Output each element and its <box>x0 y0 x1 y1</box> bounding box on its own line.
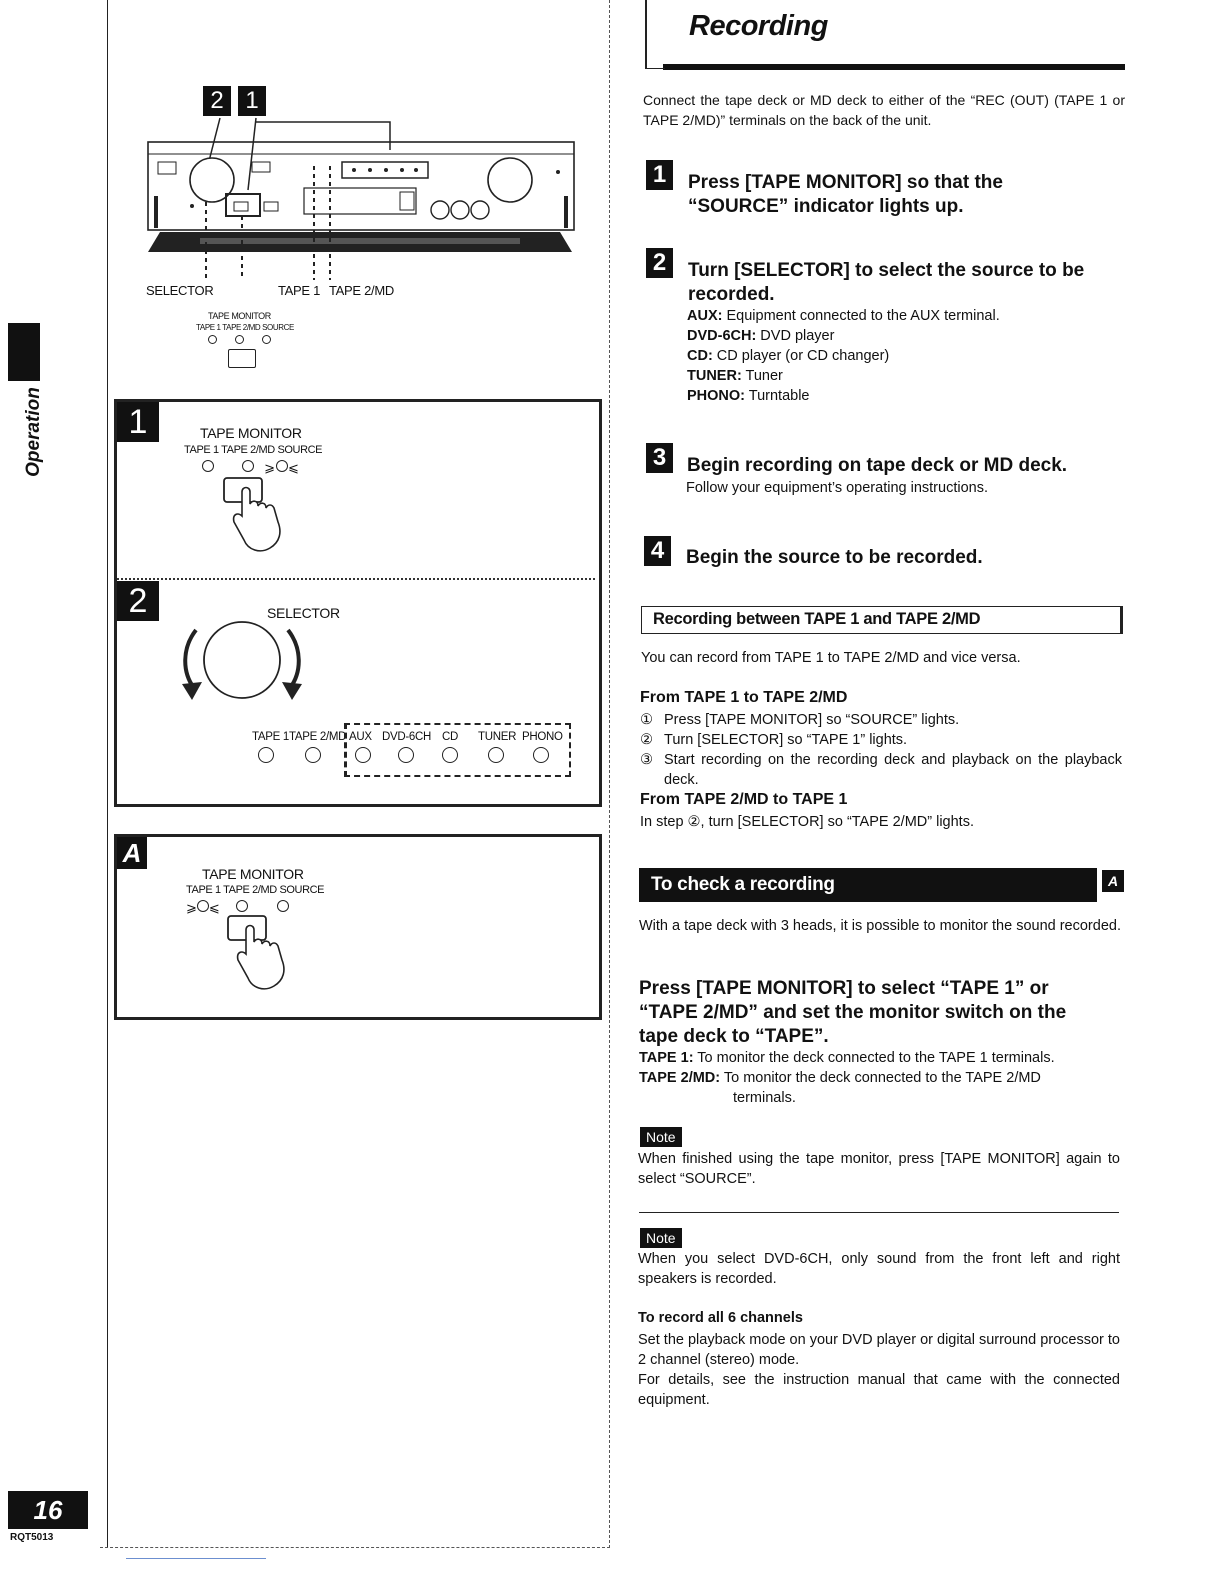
panel-a-indicators: ⩾ ⩽ <box>186 899 289 916</box>
label-tape2md: TAPE 2/MD <box>329 283 394 298</box>
tape-monitor-button-small <box>228 349 256 368</box>
from1-list <box>640 710 1122 790</box>
side-tab-label: Operation <box>23 387 44 477</box>
step-2-title-l2: recorded. <box>688 284 775 305</box>
bottom-rule <box>100 1547 610 1548</box>
panel-a-hand-press-icon <box>224 914 294 994</box>
def-tape2md-cont: terminals. <box>733 1090 796 1106</box>
receiver-front-panel-illustration <box>140 110 580 280</box>
panel-1-number: 1 <box>117 402 159 442</box>
side-tab-block <box>8 323 40 381</box>
panel-1-hand-press-icon <box>220 476 290 556</box>
note-2-subtitle: To record all 6 channels <box>638 1310 803 1326</box>
from2-body: In step ②, turn [SELECTOR] so “TAPE 2/MD” lights. <box>640 814 974 830</box>
check-badge: A <box>1102 870 1124 892</box>
indicator-label-cd: CD <box>442 731 459 743</box>
label-tape-monitor-sub-small: TAPE 1 TAPE 2/MD SOURCE <box>196 323 294 332</box>
section-header-left-bar <box>645 0 647 68</box>
def-tape2md: TAPE 2/MD: To monitor the deck connected to the TAPE 2/MD <box>639 1070 1041 1086</box>
def-cd: CD: CD player (or CD changer) <box>687 348 890 364</box>
check-definitions <box>639 1048 1121 1108</box>
def-aux: AUX: Equipment connected to the AUX terminal. <box>687 308 1000 324</box>
note-2-subtext-2: For details, see the instruction manual that came with the connected equipment. <box>638 1372 1120 1408</box>
panel-a-sub: TAPE 1 TAPE 2/MD SOURCE <box>186 884 325 896</box>
from1-item-1: ① Press [TAPE MONITOR] so “SOURCE” lights. <box>640 712 960 728</box>
between-title: Recording between TAPE 1 and TAPE 2/MD <box>653 610 981 628</box>
from1-item-2: ② Turn [SELECTOR] so “TAPE 1” lights. <box>640 732 908 748</box>
footer-link-line <box>126 1558 266 1559</box>
check-intro: With a tape deck with 3 heads, it is possible to monitor the sound recorded. <box>639 918 1121 934</box>
note-2-badge: Note <box>640 1228 682 1248</box>
step-2-source-definitions <box>687 306 1000 406</box>
panel-1-sub: TAPE 1 TAPE 2/MD SOURCE <box>184 444 323 456</box>
step-1-title-l1: Press [TAPE MONITOR] so that the <box>688 172 1003 193</box>
indicator-label-tape2md: TAPE 2/MD <box>289 731 347 743</box>
indicator-label-aux: AUX <box>349 731 372 743</box>
step-2-number: 2 <box>646 248 673 278</box>
panel-check-a <box>114 834 602 1020</box>
step-4-title: Begin the source to be recorded. <box>686 547 983 568</box>
label-tape-monitor-small: TAPE MONITOR <box>208 311 271 321</box>
label-tape1: TAPE 1 <box>278 283 321 298</box>
page-number: 16 <box>8 1491 88 1529</box>
section-header-rule <box>663 64 1125 70</box>
check-instruction-l3: tape deck to “TAPE”. <box>639 1026 829 1047</box>
step-1-number: 1 <box>646 160 673 190</box>
indicator-label-phono: PHONO <box>522 731 563 743</box>
section-title: Recording <box>689 10 828 42</box>
panel-a-title: TAPE MONITOR <box>202 866 304 882</box>
badge-step-2: 2 <box>203 86 231 116</box>
indicator-label-tape1: TAPE 1 <box>252 731 289 743</box>
step-2-title-l1: Turn [SELECTOR] to select the source to be <box>688 260 1085 281</box>
from1-title: From TAPE 1 to TAPE 2/MD <box>640 689 848 706</box>
note-2-subtext: Set the playback mode on your DVD player or digital surround processor to 2 channel (stereo) mode. <box>638 1332 1120 1368</box>
step-4-number: 4 <box>644 536 671 566</box>
note-1-text: When finished using the tape monitor, press [TAPE MONITOR] again to select “SOURCE”. <box>638 1151 1120 1187</box>
check-title: To check a recording <box>651 874 835 895</box>
panel-a-letter: A <box>117 837 147 869</box>
panel-1-indicators: ⩾ ⩽ <box>202 459 300 476</box>
check-instruction-l1: Press [TAPE MONITOR] to select “TAPE 1” or <box>639 978 1049 999</box>
column-divider-line <box>609 0 610 1548</box>
step-3-title: Begin recording on tape deck or MD deck. <box>687 455 1068 476</box>
section-header-thin-rule <box>645 68 665 69</box>
note-2-text: When you select DVD-6CH, only sound from the front left and right speakers is recorded. <box>638 1251 1120 1287</box>
note-separator-rule <box>639 1212 1119 1213</box>
selector-knob-icon <box>172 612 312 712</box>
step-1-title-l2: “SOURCE” indicator lights up. <box>688 196 964 217</box>
indicator-row-small <box>208 335 288 344</box>
panel-1-title: TAPE MONITOR <box>200 425 302 441</box>
from2-title: From TAPE 2/MD to TAPE 1 <box>640 791 848 808</box>
document-code: RQT5013 <box>10 1532 54 1543</box>
panel-dotted-divider <box>117 578 595 580</box>
panel-2-indicator-lamps <box>258 747 578 767</box>
panel-2-number: 2 <box>117 581 159 621</box>
note-1-badge: Note <box>640 1127 682 1147</box>
def-phono: PHONO: Turntable <box>687 388 810 404</box>
check-instruction-l2: “TAPE 2/MD” and set the monitor switch on the <box>639 1002 1067 1023</box>
left-margin-line <box>107 0 108 1548</box>
def-tuner: TUNER: Tuner <box>687 368 783 384</box>
indicator-label-tuner: TUNER <box>478 731 517 743</box>
indicator-label-dvd6ch: DVD-6CH <box>382 731 432 743</box>
between-intro: You can record from TAPE 1 to TAPE 2/MD and vice versa. <box>641 650 1021 666</box>
step-3-body: Follow your equipment’s operating instructions. <box>686 480 988 496</box>
step-3-number: 3 <box>646 443 673 473</box>
label-selector: SELECTOR <box>146 283 214 298</box>
badge-step-1: 1 <box>238 86 266 116</box>
panel-2-title: SELECTOR <box>267 605 340 621</box>
from1-item-3: ③ Start recording on the recording deck and playback on the playback deck. <box>640 752 1122 788</box>
def-dvd6ch: DVD-6CH: DVD player <box>687 328 835 344</box>
def-tape1: TAPE 1: To monitor the deck connected to the TAPE 1 terminals. <box>639 1050 1055 1066</box>
section-intro: Connect the tape deck or MD deck to either of the “REC (OUT) (TAPE 1 or TAPE 2/MD)” terminals on the back of the unit. <box>643 92 1125 128</box>
